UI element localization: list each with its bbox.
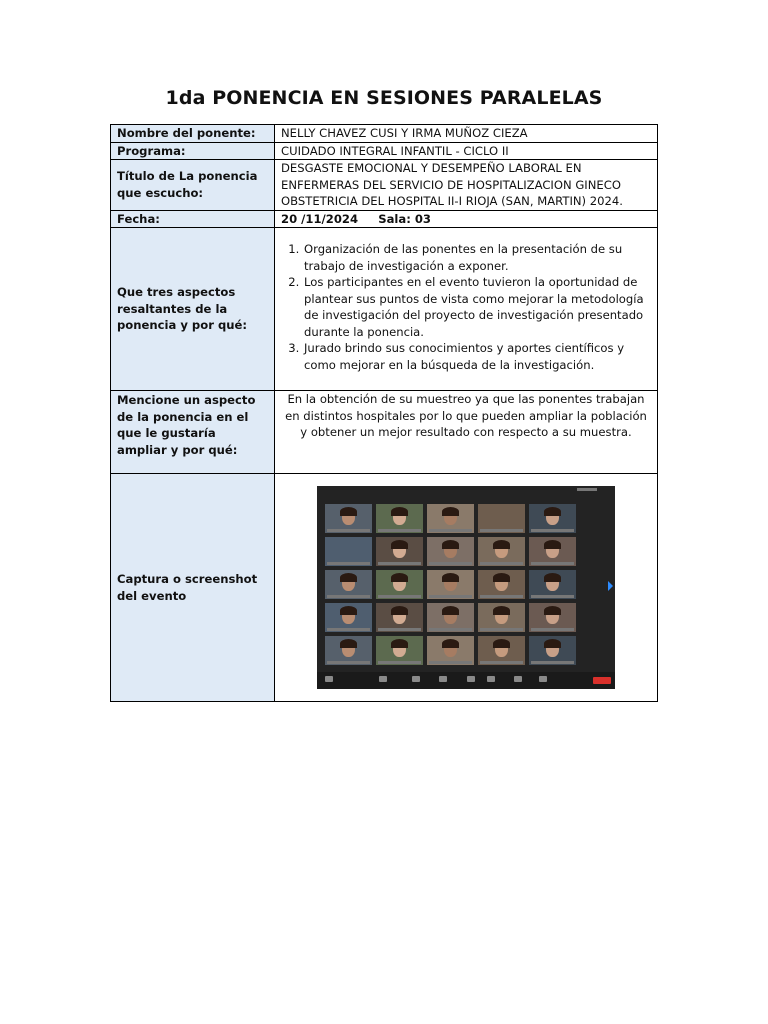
next-page-arrow-icon [608,581,613,591]
participant-tile [427,603,474,632]
participant-tile [427,570,474,599]
value-fecha: 20 /11/2024 Sala: 03 [275,210,658,228]
participant-tile [376,636,423,665]
label-programa: Programa: [111,142,275,160]
page-title: 1da PONENCIA EN SESIONES PARALELAS [165,87,603,109]
label-ponente: Nombre del ponente: [111,125,275,143]
list-item: 1. Organización de las ponentes en la presentación de su trabajo de investigación a exponer. [303,241,651,274]
value-ampliar: En la obtención de su muestreo ya que las ponentes trabajan en distintos hospitales por lo que pueden ampliar la población y obtener un mejor resultado con respecto a su muestra. [275,391,658,474]
participant-tile [427,504,474,533]
value-programa: CUIDADO INTEGRAL INFANTIL - CICLO II [275,142,658,160]
value-captura [275,474,658,702]
participant-tile [376,504,423,533]
row-titulo [111,160,658,211]
participant-tile [376,537,423,566]
end-meeting-icon [593,677,611,684]
participant-tile [478,504,525,533]
zoom-topbar [317,486,615,496]
value-aspectos [275,228,658,391]
row-ampliar [111,391,658,474]
zoom-toolbar [317,672,615,689]
participant-tile [376,603,423,632]
list-item: 2. Los participantes en el evento tuvieron la oportunidad de plantear sus puntos de vista como mejorar la metodología de investigación del proyecto de investigación presentado durante la ponencia. [303,274,651,340]
report-table [110,124,658,702]
participant-tile [478,636,525,665]
participant-tile [478,537,525,566]
row-fecha [111,210,658,228]
zoom-meeting-screenshot [317,486,615,689]
participant-tile [325,537,372,566]
list-item: 3. Jurado brindo sus conocimientos y aportes científicos y como mejorar en la búsqueda de la investigación. [303,340,651,373]
participant-tile [325,504,372,533]
participant-tile [427,636,474,665]
label-ampliar: Mencione un aspecto de la ponencia en el que le gustaría ampliar y por qué: [111,391,275,474]
participant-tile [529,537,576,566]
participant-tile [376,570,423,599]
participant-tile [478,570,525,599]
participant-tile [325,603,372,632]
row-ponente [111,125,658,143]
participant-tile [325,570,372,599]
label-captura: Captura o screenshot del evento [111,474,275,702]
participant-tile [529,504,576,533]
value-ponente: NELLY CHAVEZ CUSI Y IRMA MUÑOZ CIEZA [275,125,658,143]
row-aspectos [111,228,658,391]
aspects-list [281,241,651,373]
participant-tile [529,603,576,632]
value-titulo: DESGASTE EMOCIONAL Y DESEMPEÑO LABORAL EN ENFERMERAS DEL SERVICIO DE HOSPITALIZACION GINECO OBSTETRICIA DEL HOSPITAL II-I RIOJA (SAN, MARTIN) 2024. [275,160,658,211]
participant-tile [529,570,576,599]
label-aspectos: Que tres aspectos resaltantes de la ponencia y por qué: [111,228,275,391]
participant-tile [427,537,474,566]
label-titulo: Título de La ponencia que escucho: [111,160,275,211]
label-fecha: Fecha: [111,210,275,228]
row-programa [111,142,658,160]
participant-tile [325,636,372,665]
participant-grid [325,504,587,668]
row-captura [111,474,658,702]
participant-tile [478,603,525,632]
participant-tile [529,636,576,665]
